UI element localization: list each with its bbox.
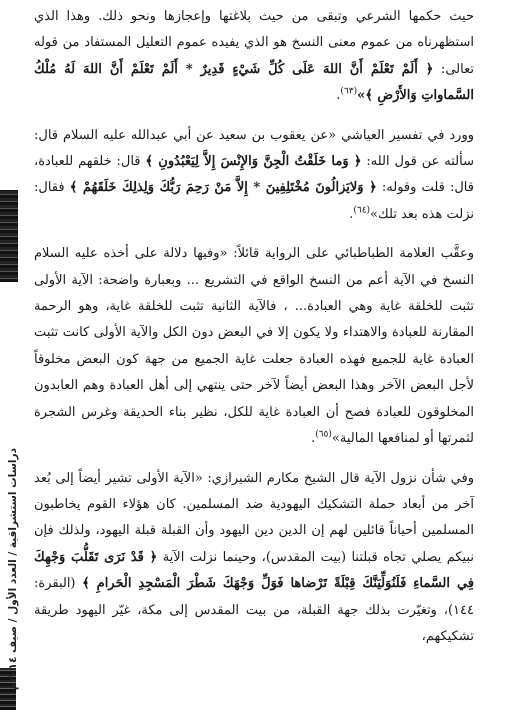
paragraph xyxy=(34,466,474,651)
text-run: . xyxy=(311,431,316,447)
quote-mark: » xyxy=(357,88,366,104)
paragraph xyxy=(34,123,474,229)
text-run: حيث حكمها الشرعي وتبقى من حيث بلاغتها وإعجازها ونحو ذلك. وهذا الذي استظهرناه من عموم معنى النسخ هو الذي يفيده عموم التعليل المستفاد من قوله تعالى: xyxy=(34,9,474,77)
quran-verse: ﴿ أَلَمْ تَعْلَمْ أَنَّ اللهَ عَلَى كُلِّ شَيْءٍ قَدِيرٌ * أَلَمْ تَعْلَمْ أَنَّ اللهَ لَهُ مُلْكُ السَّماواتِ وَالأَرْضِ ﴾ xyxy=(34,61,474,104)
footnote-ref: (٦٥) xyxy=(315,429,332,440)
quran-verse: ﴿ وَلايَزالُونَ مُخْتَلِفِينَ * إِلاَّ مَنْ رَحِمَ رَبُّكَ وَلِذلِكَ خَلَقَهُمْ ﴾ xyxy=(69,180,377,196)
quran-verse: ﴿ وَما خَلَقْتُ الْجِنَّ وَالإِنْسَ إِلاَّ لِيَعْبُدُونِ ﴾ xyxy=(145,154,362,170)
text-run: . xyxy=(349,206,354,222)
footnote-ref: (٦٤) xyxy=(353,205,371,216)
footnote-ref: (٦٣) xyxy=(340,86,358,97)
text-run: . xyxy=(336,88,341,104)
text-run: وفي شأن نزول الآية قال الشيخ مكارم الشيرازي: «الآية الأولى تشير أيضاً إلى بُعد آخر من أبعاد حملة التشكيك اليهودية ضد المسلمين. كان هؤلاء القوم يخاطبون المسلمين أحياناً قائلين لهم إن الدين دين اليهود وأن القبلة قبلة اليهود، ولذلك فإن نبيكم يصلي تجاه قبلتنا (بيت المقدس)، وحينما نزلت الآية xyxy=(34,470,474,565)
text-run: (البقرة: ١٤٤)، وتغيّرت بذلك جهة القبلة، من بيت المقدس إلى مكة، غيّر اليهود طريقة تشكيكهم، xyxy=(34,576,474,644)
paragraph xyxy=(34,241,474,452)
body-text xyxy=(34,4,474,650)
text-run: وورد في تفسير العياشي «عن يعقوب بن سعيد عن أبي عبدالله عليه السلام قال: سألته عن قول الله: xyxy=(34,127,474,170)
paragraph xyxy=(34,4,474,110)
text-run: قال: خلقهم للعبادة، قال: قلت وقوله: xyxy=(34,154,474,196)
text-run: فقال: نزلت هذه بعد تلك» xyxy=(34,180,474,222)
text-run: وعقَّب العلامة الطباطبائي على الرواية قائلاً: «وفيها دلالة على أخذه عليه السلام النسخ في الآية أعم من النسخ الواقع في التشريع ... وبعبارة واضحة: الآية الأولى تثبت للخلقة غاية وهي العبادة... ، فالآية الثانية تثبت للخلقة غاية، وهو الرحمة المقارنة للعبادة والاهتداء ولا يكون إلا في البعض دون الكل والآية الأولى كانت تثبت العبادة غاية للجميع فهذه العبادة جعلت غاية الجميع من جهة كون البعض مخلوقاً لأجل البعض الآخر وهذا البعض أيضاً لآخر حتى ينتهي إلى أهل العبادة وهم العابدون المخلوقون للعبادة فصح أن العبادة غاية للكل، نظير بناء الحديقة وغرس الشجرة لثمرتها أو لمنافعها المالية» xyxy=(34,246,474,447)
running-head: دراسات استشراقية / العدد الأول / صيف ٢٠١٤م xyxy=(7,448,19,690)
quran-verse: ﴿ قَدْ نَرَى تَقَلُّبَ وَجْهِكَ فِي السَّماءِ فَلَنُوَلِّيَنَّكَ قِبْلَةً تَرْضاها فَوَلِّ وَجْهَكَ شَطْرَ الْمَسْجِدِ الْحَرامِ ﴾ xyxy=(34,549,474,592)
thumb-index-tab xyxy=(0,190,18,282)
